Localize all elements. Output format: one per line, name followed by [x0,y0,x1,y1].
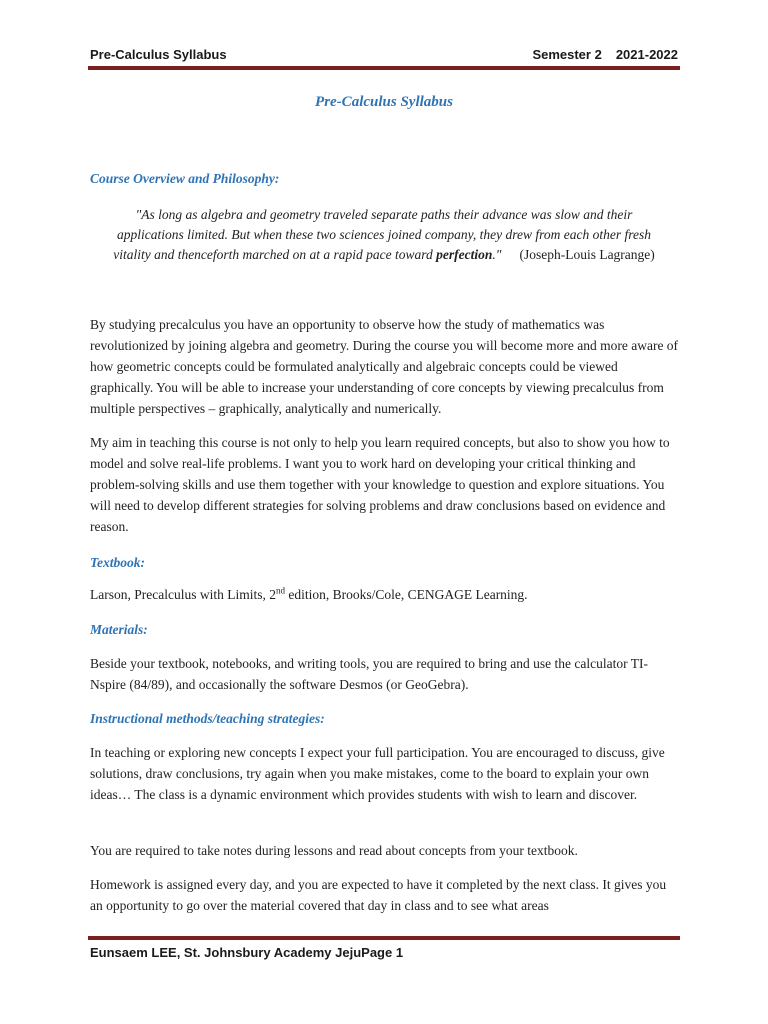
textbook-heading: Textbook: [90,555,145,570]
header-year: 2021-2022 [615,47,678,62]
methods-paragraph-3: Homework is assigned every day, and you are expected to have it completed by the next class. It gives you an opportunity to go over the material covered that day in class and to see what areas [90,877,667,913]
overview-paragraph-1: By studying precalculus you have an opportunity to observe how the study of mathematics was revolutionized by joining algebra and geometry. During the course you will become more and more aware of how geometric concepts could be formulated analytically and algebraic concepts could be viewed graphically. You will be able to increase your understanding of core concepts by viewing precalculus from multiple perspectives – graphically, analytically and numerically. [90,317,679,416]
header-course-title: Pre-Calculus Syllabus [90,47,227,62]
quote-text: "As long as algebra and geometry traveled separate paths their advance was slow and their applications limited. But when these two sciences joined company, they drew from each other fresh vitality and thenceforth marched on at a rapid pace toward [113,207,651,262]
textbook-after: edition, Brooks/Cole, CENGAGE Learning. [284,587,528,602]
document-title: Pre-Calculus Syllabus [315,94,453,110]
materials-text: Beside your textbook, notebooks, and writing tools, you are required to bring and use the calculator TI-Nspire (84/89), and occasionally the software Desmos (or GeoGebra). [90,656,648,692]
page-footer: Eunsaem LEE, St. Johnsbury Academy JejuPage 1 [90,945,404,960]
methods-paragraph-2: You are required to take notes during lessons and read about concepts from your textbook. [90,843,578,858]
overview-paragraph-2: My aim in teaching this course is not only to help you learn required concepts, but also to show you how to model and solve real-life problems. I want you to work hard on developing your critical thinking and problem-solving skills and use them together with your knowledge to question and explore situations. You will need to develop different strategies for solving problems and draw conclusions based on evidence and reason. [90,435,670,534]
materials-heading: Materials: [90,622,148,637]
quote-author: (Joseph-Louis Lagrange) [519,247,655,262]
quote-emphasis: perfection [436,247,493,262]
quote-close: ." [492,247,502,262]
page-header [90,47,678,67]
footer-rule [88,936,680,940]
textbook-text [90,584,680,605]
header-semester: Semester 2 [532,47,602,62]
lagrange-quote [110,205,658,265]
textbook-sup: nd [275,585,285,596]
header-rule [88,66,680,70]
methods-paragraph-1: In teaching or exploring new concepts I expect your full participation. You are encouraged to discuss, give solutions, draw conclusions, try again when you make mistakes, come to the board to explain your own ideas… The class is a dynamic environment which provides students with wish to learn and discover. [90,745,665,802]
header-term [532,47,678,62]
overview-heading: Course Overview and Philosophy: [90,171,280,186]
textbook-before: Larson, Precalculus with Limits, 2 [90,587,276,602]
methods-heading: Instructional methods/teaching strategies: [90,711,325,726]
